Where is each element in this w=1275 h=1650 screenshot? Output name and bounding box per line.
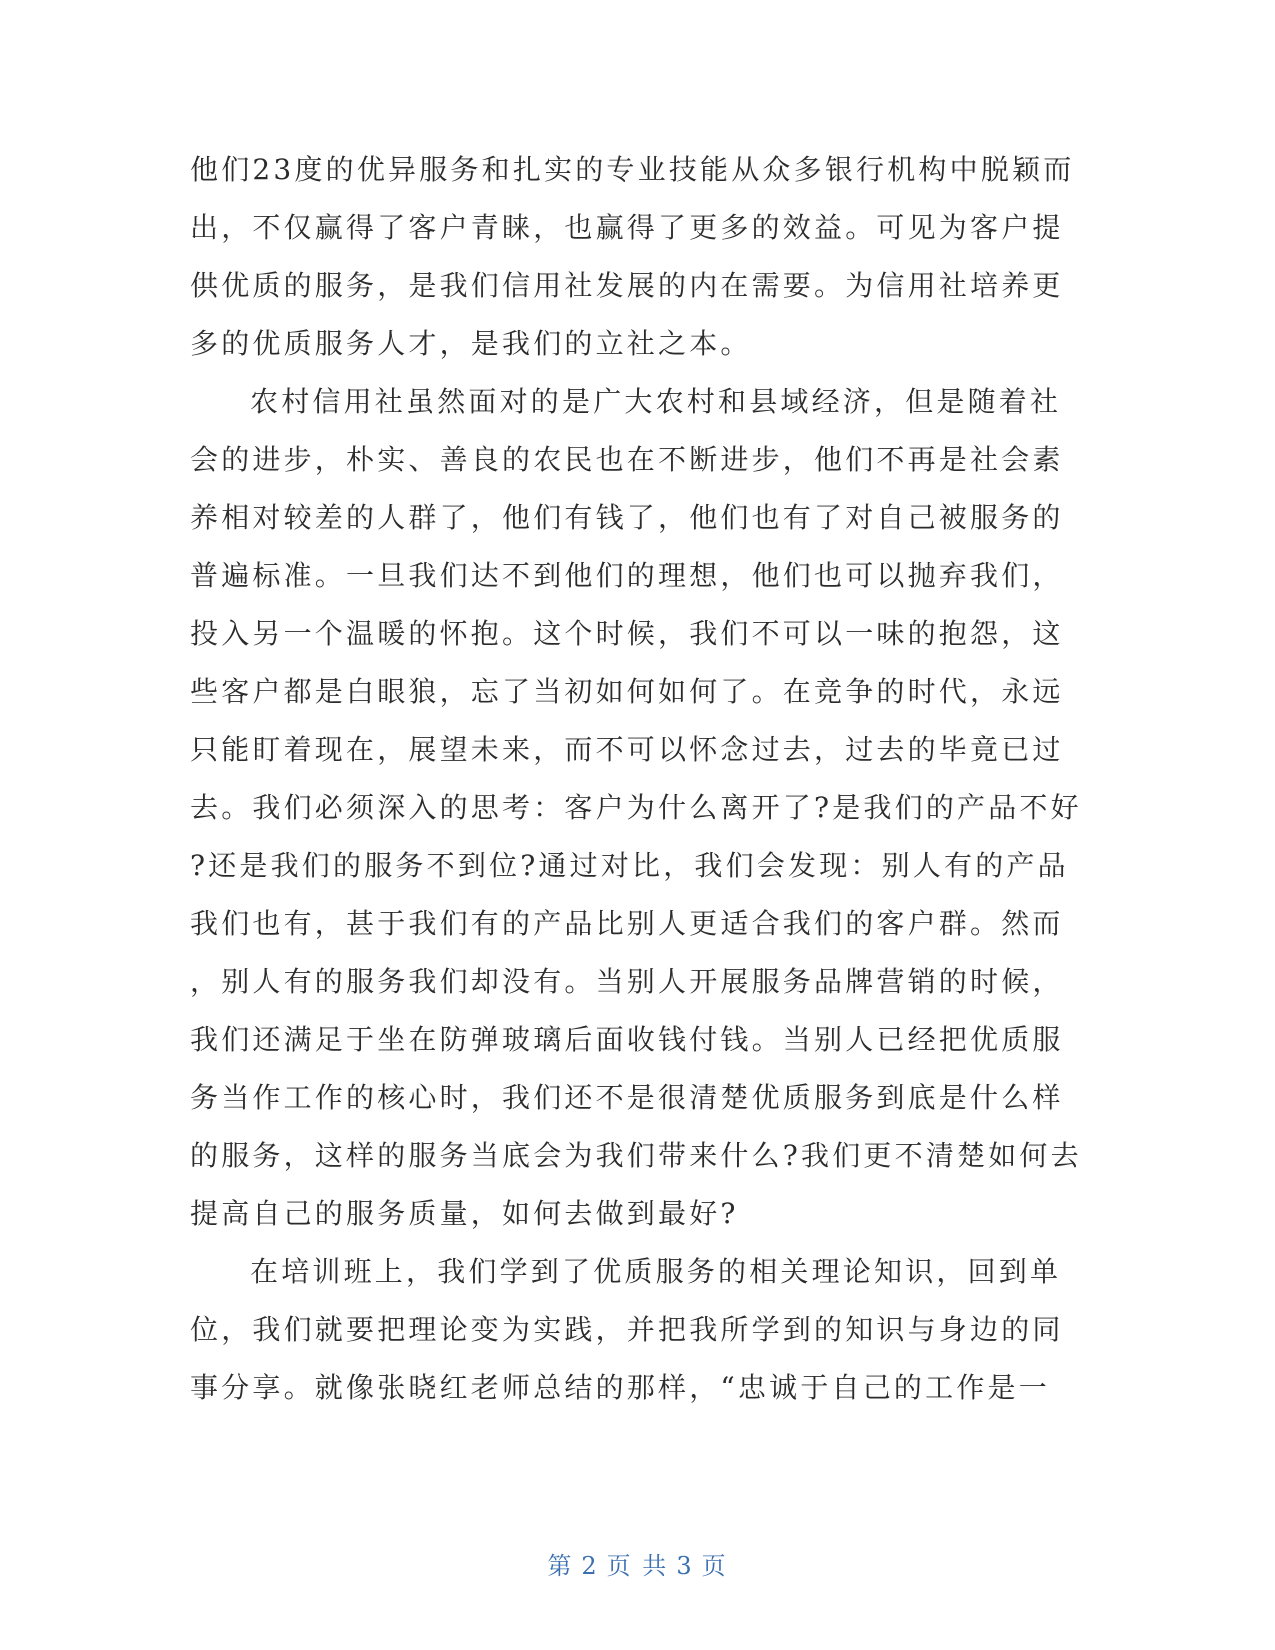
footer-suffix: 页: [701, 1552, 728, 1580]
text-line: 些客户都是白眼狼，忘了当初如何如何了。在竞争的时代，永远: [190, 675, 1064, 708]
text-line: 出，不仅赢得了客户青睐，也赢得了更多的效益。可见为客户提: [190, 211, 1064, 244]
paragraph-first-line: 在培训班上，我们学到了优质服务的相关理论知识，回到单: [250, 1255, 1062, 1288]
text-line: 位，我们就要把理论变为实践，并把我所学到的知识与身边的同: [190, 1313, 1064, 1346]
text-line: 事分享。就像张晓红老师总结的那样，“忠诚于自己的工作是一: [190, 1371, 1050, 1404]
text-line: 去。我们必须深入的思考：客户为什么离开了?是我们的产品不好: [190, 791, 1082, 824]
text-line: 我们还满足于坐在防弹玻璃后面收钱付钱。当别人已经把优质服: [190, 1023, 1064, 1056]
current-page-number: 2: [581, 1552, 599, 1580]
text-line: 供优质的服务，是我们信用社发展的内在需要。为信用社培养更: [190, 269, 1064, 302]
text-line: 多的优质服务人才，是我们的立社之本。: [190, 327, 752, 360]
text-line: ，别人有的服务我们却没有。当别人开展服务品牌营销的时候，: [190, 965, 1064, 998]
text-line: 只能盯着现在，展望未来，而不可以怀念过去，过去的毕竟已过: [190, 733, 1064, 766]
page-footer: [0, 1546, 1275, 1581]
total-pages-number: 3: [676, 1552, 694, 1580]
text-line: 我们也有，甚于我们有的产品比别人更适合我们的客户群。然而: [190, 907, 1064, 940]
text-line: 提高自己的服务质量，如何去做到最好?: [190, 1197, 739, 1230]
text-line: 会的进步，朴实、善良的农民也在不断进步，他们不再是社会素: [190, 443, 1064, 476]
text-line: 养相对较差的人群了，他们有钱了，他们也有了对自己被服务的: [190, 501, 1064, 534]
footer-middle: 页 共: [606, 1552, 669, 1580]
paragraph-first-line: 农村信用社虽然面对的是广大农村和县域经济，但是随着社: [250, 385, 1062, 418]
text-line: 务当作工作的核心时，我们还不是很清楚优质服务到底是什么样: [190, 1081, 1064, 1114]
footer-prefix: 第: [547, 1552, 574, 1580]
text-line: 投入另一个温暖的怀抱。这个时候，我们不可以一味的抱怨，这: [190, 617, 1064, 650]
text-line: 他们23度的优异服务和扎实的专业技能从众多银行机构中脱颖而: [190, 153, 1075, 186]
text-line: 的服务，这样的服务当底会为我们带来什么?我们更不清楚如何去: [190, 1139, 1082, 1172]
text-line: ?还是我们的服务不到位?通过对比，我们会发现：别人有的产品: [190, 849, 1069, 882]
text-line: 普遍标准。一旦我们达不到他们的理想，他们也可以抛弃我们，: [190, 559, 1064, 592]
